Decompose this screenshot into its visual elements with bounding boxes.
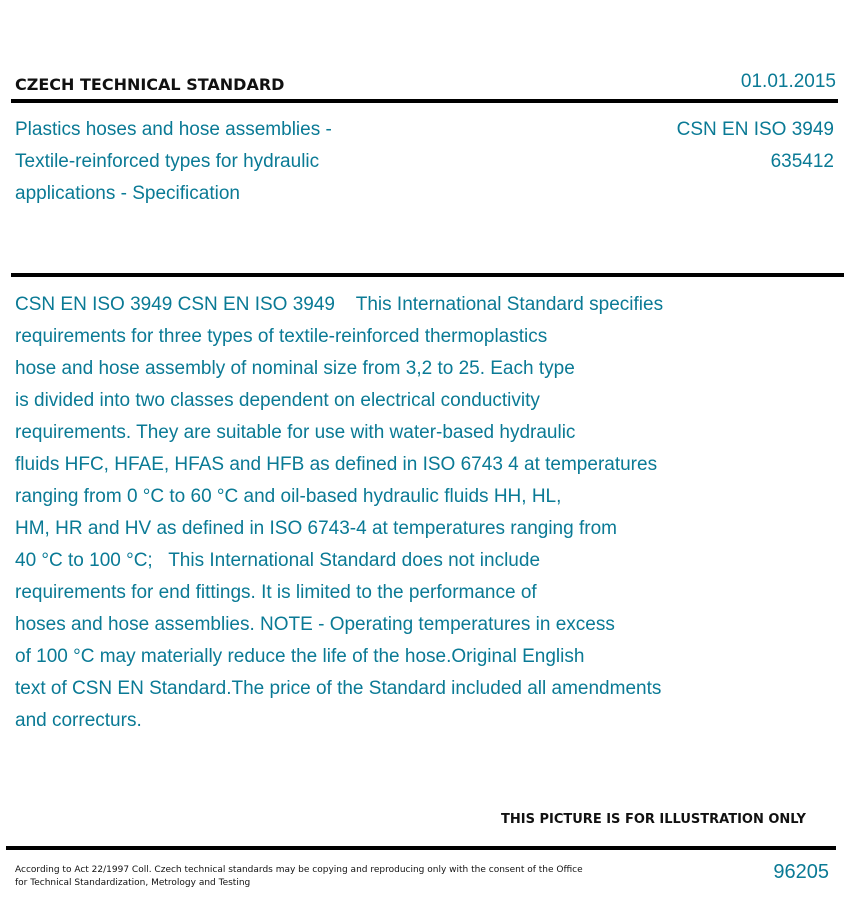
standard-code: CSN EN ISO 3949 — [676, 119, 834, 140]
description-line: hose and hose assembly of nominal size from 3,2 to 25. Each type — [15, 358, 575, 379]
description-line: is divided into two classes dependent on electrical conductivity — [15, 390, 540, 411]
description-line: HM, HR and HV as defined in ISO 6743-4 at temperatures ranging from — [15, 518, 617, 539]
document-type-heading: CZECH TECHNICAL STANDARD — [15, 75, 285, 94]
title-line: applications - Specification — [15, 183, 240, 204]
description-line: 40 °C to 100 °C; This International Standard does not include — [15, 550, 541, 571]
standard-description — [15, 289, 815, 737]
legal-notice — [15, 864, 583, 890]
legal-notice-line: According to Act 22/1997 Coll. Czech technical standards may be copying and reproducing only with the consent of the Office — [15, 865, 583, 875]
title-line: Textile-reinforced types for hydraulic — [15, 151, 320, 172]
description-line: text of CSN EN Standard.The price of the Standard included all amendments — [15, 678, 662, 699]
standard-title — [15, 114, 435, 210]
catalog-number: 96205 — [773, 861, 829, 883]
standard-codes — [677, 114, 834, 178]
description-line: of 100 °C may materially reduce the life of the hose.Original English — [15, 646, 585, 667]
footer-divider — [6, 846, 836, 850]
description-line: CSN EN ISO 3949 CSN EN ISO 3949 This International Standard specifies — [15, 294, 664, 315]
title-line: Plastics hoses and hose assemblies - — [15, 119, 332, 140]
illustration-disclaimer: THIS PICTURE IS FOR ILLUSTRATION ONLY — [501, 812, 806, 827]
description-line: ranging from 0 °C to 60 °C and oil-based hydraulic fluids HH, HL, — [15, 486, 562, 507]
title-divider — [11, 273, 844, 277]
legal-notice-line: for Technical Standardization, Metrology and Testing — [15, 878, 251, 888]
description-line: requirements. They are suitable for use with water-based hydraulic — [15, 422, 576, 443]
description-line: and correcturs. — [15, 710, 142, 731]
publication-date: 01.01.2015 — [740, 71, 836, 92]
header-divider — [11, 99, 838, 103]
description-line: requirements for end fittings. It is limited to the performance of — [15, 582, 537, 603]
description-line: requirements for three types of textile-reinforced thermoplastics — [15, 326, 548, 347]
description-line: fluids HFC, HFAE, HFAS and HFB as defined in ISO 6743 4 at temperatures — [15, 454, 658, 475]
description-line: hoses and hose assemblies. NOTE - Operating temperatures in excess — [15, 614, 615, 635]
classification-code: 635412 — [770, 151, 834, 172]
